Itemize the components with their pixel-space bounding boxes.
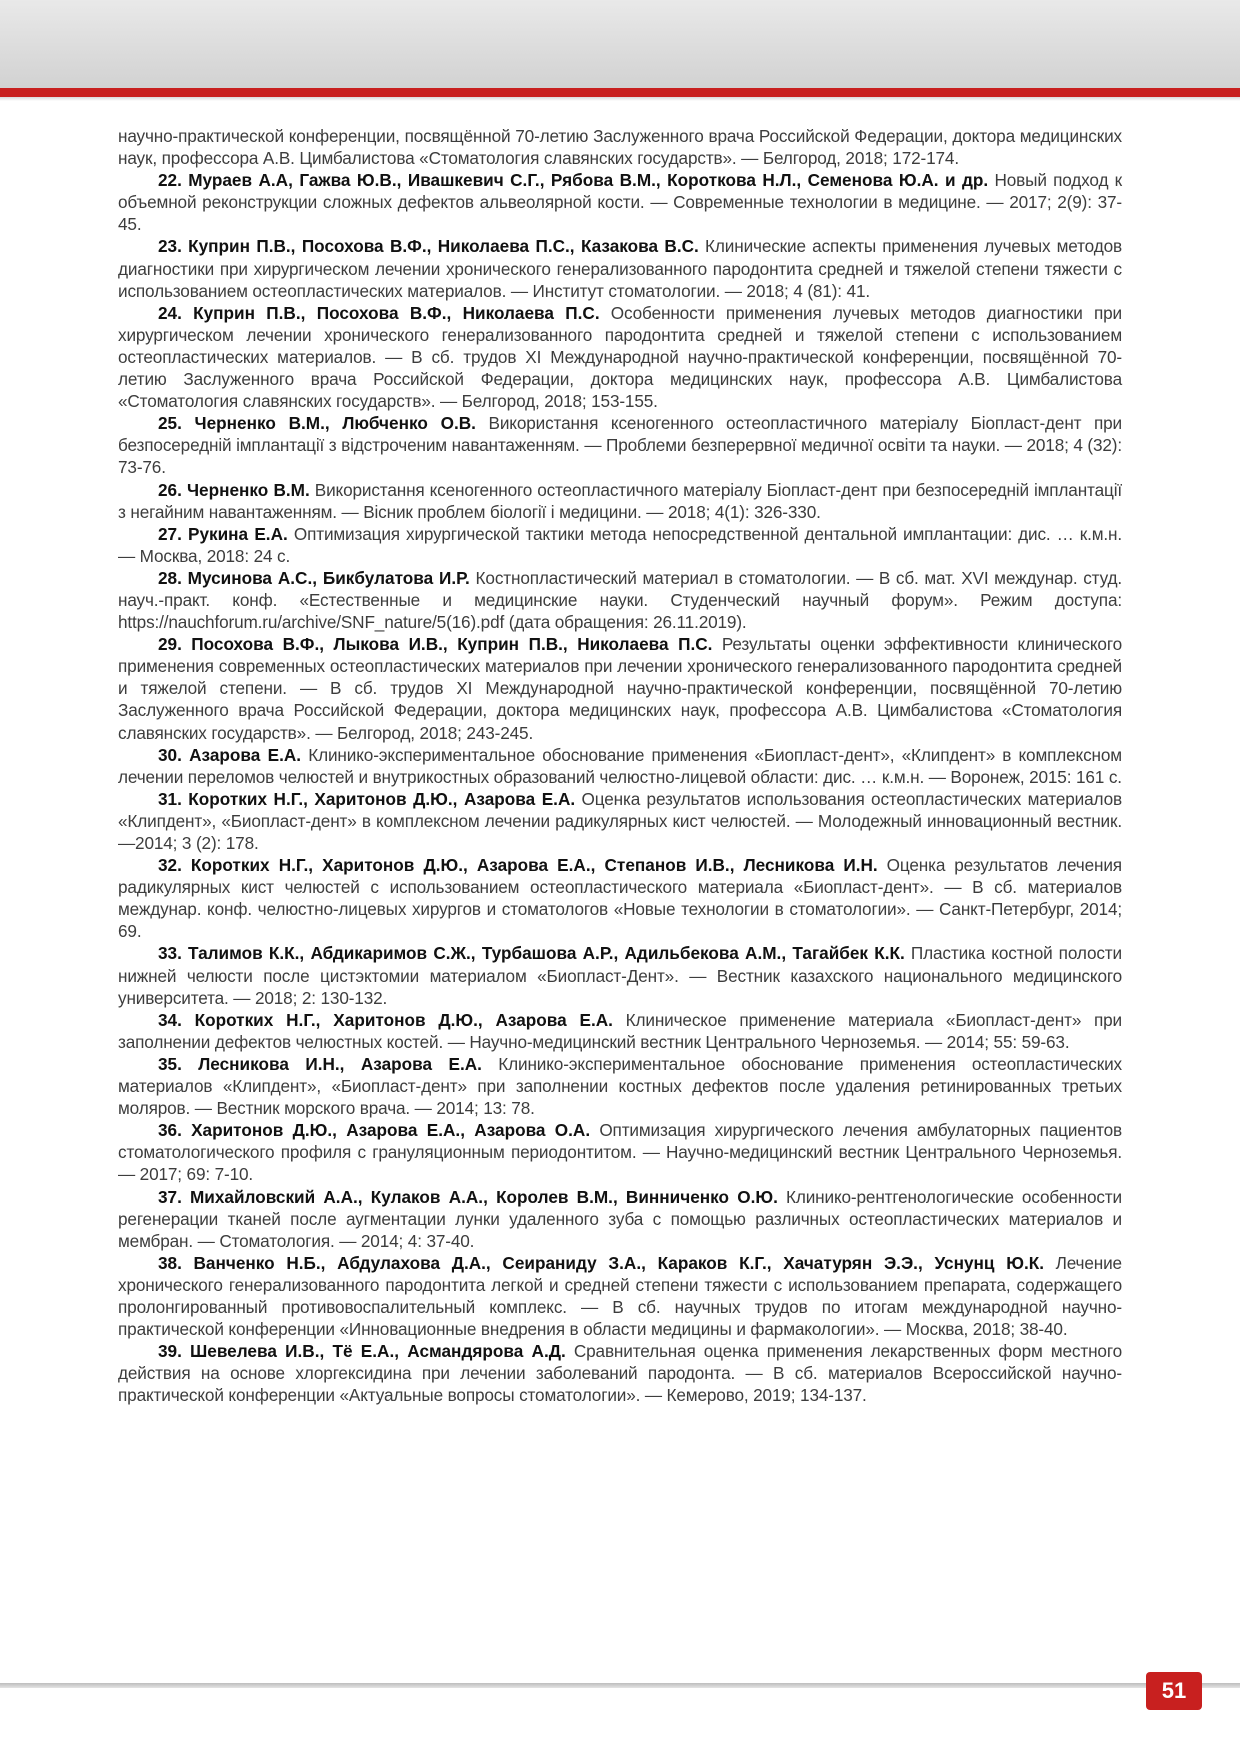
reference-number: 26. bbox=[158, 479, 182, 500]
reference-number: 36. bbox=[158, 1120, 182, 1141]
header-accent-stripe bbox=[0, 88, 1240, 97]
references-body bbox=[118, 125, 1122, 1406]
reference-item bbox=[118, 1252, 1122, 1340]
reference-number: 38. bbox=[158, 1252, 182, 1273]
reference-number: 37. bbox=[158, 1186, 182, 1207]
reference-item bbox=[118, 479, 1122, 523]
reference-number: 30. bbox=[158, 744, 182, 765]
reference-authors: Мураев А.А, Гажва Ю.В., Ивашкевич С.Г., Рябова В.М., Короткова Н.Л., Семенова Ю.А. и др. bbox=[188, 170, 989, 191]
reference-number: 29. bbox=[158, 634, 182, 655]
reference-text: Оптимизация хирургического лечения амбулаторных пациентов стоматологического профиля с грануляционным периодонтитом. — Научно-медицинский вестник Центрального Черноземья. — 2017; 69: 7-10. bbox=[118, 1120, 1122, 1185]
reference-authors: Мусинова А.С., Бикбулатова И.Р. bbox=[187, 567, 470, 588]
reference-item bbox=[118, 1186, 1122, 1252]
reference-text: Пластика костной полости нижней челюсти после цистэктомии материалом «Биопласт-Дент». — Вестник казахского национального медицинского университета. — 2018; 2: 130-132. bbox=[118, 943, 1122, 1008]
reference-item bbox=[118, 1009, 1122, 1053]
reference-item bbox=[118, 633, 1122, 743]
reference-item bbox=[118, 169, 1122, 235]
reference-authors: Михайловский А.А., Кулаков А.А., Королев В.М., Винниченко О.Ю. bbox=[189, 1186, 778, 1207]
header-band bbox=[0, 0, 1240, 88]
reference-text: Результаты оценки эффективности клинического применения современных остеопластических материалов при лечении хронического генерализованного пародонтита средней и тяжелой степени. — В сб. трудов XI Международной научно-практической конференции, посвящённой 70-летию Заслуженного врача Российской Федерации, доктора медицинских наук, профессора А.В. Цимбалистова «Стоматология славянских государств». — Белгород, 2018; 243-245. bbox=[118, 634, 1122, 743]
reference-number: 31. bbox=[158, 788, 182, 809]
reference-text: Оптимизация хирургической тактики метода непосредственной дентальной имплантации: дис. … к.м.н. — Москва, 2018: 24 с. bbox=[118, 523, 1122, 566]
reference-text: Оценка результатов лечения радикулярных кист челюстей с использованием остеопластического материала «Биопласт-дент». — В сб. материалов междунар. конф. челюстно-лицевых хирургов и стоматологов «Новые технологии в стоматологии». — Санкт-Петербург, 2014; 69. bbox=[118, 855, 1122, 942]
reference-text: Лечение хронического генерализованного пародонтита легкой и средней степени тяжести с использованием препарата, содержащего пролонгированный противовоспалительный комплекс. — В сб. научных трудов по итогам международной научно-практической конференции «Инновационные внедрения в области медицины и фармакологии». — Москва, 2018; 38-40. bbox=[118, 1252, 1122, 1340]
footer-line bbox=[0, 1683, 1240, 1688]
reference-text: Сравнительная оценка применения лекарственных форм местного действия на основе хлоргексидина при лечении заболеваний пародонта. — В сб. материалов Всероссийской научно-практической конференции «Актуальные вопросы стоматологии». — Кемерово, 2019; 134-137. bbox=[118, 1341, 1122, 1406]
reference-text: Клиническое применение материала «Биопласт-дент» при заполнении дефектов челюстных костей. — Научно-медицинский вестник Центрального Черноземья. — 2014; 55: 59-63. bbox=[118, 1009, 1122, 1052]
reference-number: 39. bbox=[158, 1341, 182, 1362]
reference-authors: Ванченко Н.Б., Абдулахова Д.А., Сеираниду З.А., Караков К.Г., Хачатурян Э.Э., Уснунц Ю.К. bbox=[193, 1252, 1044, 1273]
reference-authors: Куприн П.В., Посохова В.Ф., Николаева П.С., Казакова В.С. bbox=[188, 236, 699, 257]
reference-number: 34. bbox=[158, 1009, 182, 1030]
reference-text: Оценка результатов использования остеопластических материалов «Клипдент», «Биопласт-дент» в комплексном лечении радикулярных кист челюстей. — Молодежный инновационный вестник. —2014; 3 (2): 178. bbox=[118, 788, 1122, 853]
reference-authors: Азарова Е.А. bbox=[189, 744, 302, 765]
reference-text: Клинико-экспериментальное обоснование применения остеопластических материалов «Клипдент», «Биопласт-дент» при заполнении костных дефектов после удаления ретинированных третьих моляров. — Вестник морского врача. — 2014; 13: 78. bbox=[118, 1053, 1122, 1119]
reference-text: Використання ксеногенного остеопластичного матеріалу Біопласт-дент при безпосередній імплантації з негайним навантаженням. — Вісник проблем біології і медицини. — 2018; 4(1): 326-330. bbox=[118, 479, 1122, 522]
reference-item bbox=[118, 567, 1122, 633]
header-shadow bbox=[0, 97, 1240, 101]
reference-text: Новый подход к объемной реконструкции сложных дефектов альвеолярной кости. — Современные технологии в медицине. — 2017; 2(9): 37-45. bbox=[118, 170, 1123, 235]
reference-authors: Черненко В.М., Любченко О.В. bbox=[194, 413, 476, 434]
reference-number: 25. bbox=[158, 413, 182, 434]
reference-text: Клинико-экспериментальное обоснование применения «Биопласт-дент», «Клипдент» в комплексном лечении переломов челюстей и внутрикостных образований челюстно-лицевой области: дис. … к.м.н. — Воронеж, 2015: 161 с. bbox=[118, 744, 1122, 787]
reference-item bbox=[118, 235, 1122, 301]
reference-authors: Талимов К.К., Абдикаримов С.Ж., Турбашова А.Р., Адильбекова А.М., Тагайбек К.К. bbox=[188, 943, 905, 964]
reference-text: Особенности применения лучевых методов диагностики при хирургическом лечении хронического генерализованного пародонтита средней и тяжелой степени с использованием остеопластических материалов. — В сб. трудов XI Международной научно-практической конференции, посвящённой 70-летию Заслуженного врача Российской Федерации, доктора медицинских наук, профессора А.В. Цимбалистова «Стоматология славянских государств». — Белгород, 2018; 153-155. bbox=[118, 302, 1122, 412]
reference-item bbox=[118, 1119, 1122, 1185]
reference-authors: Коротких Н.Г., Харитонов Д.Ю., Азарова Е.А., Степанов И.В., Лесникова И.Н. bbox=[190, 855, 878, 876]
reference-authors: Рукина Е.А. bbox=[187, 523, 288, 544]
reference-number: 33. bbox=[158, 943, 182, 964]
reference-item bbox=[118, 523, 1122, 567]
reference-item bbox=[118, 302, 1122, 412]
reference-authors: Лесникова И.Н., Азарова Е.А. bbox=[198, 1053, 482, 1074]
reference-authors: Коротких Н.Г., Харитонов Д.Ю., Азарова Е.А. bbox=[194, 1009, 613, 1030]
reference-number: 32. bbox=[158, 855, 182, 876]
reference-text: Використання ксеногенного остеопластичного матеріалу Біопласт-дент при безпосередній імплантації з відстроченим навантаженням. — Проблеми безперервної медичної освіти та науки. — 2018; 4 (32): 73-76. bbox=[118, 413, 1122, 478]
page-number-badge: 51 bbox=[1146, 1672, 1202, 1710]
reference-item bbox=[118, 412, 1122, 478]
reference-text: Клинико-рентгенологические особенности регенерации тканей после аугментации лунки удаленного зуба с помощью различных остеопластических материалов и мембран. — Стоматология. — 2014; 4: 37-40. bbox=[118, 1186, 1122, 1251]
reference-authors: Куприн П.В., Посохова В.Ф., Николаева П.С. bbox=[193, 302, 600, 323]
reference-item bbox=[118, 788, 1122, 854]
reference-number: 23. bbox=[158, 236, 182, 257]
reference-number: 27. bbox=[158, 523, 182, 544]
reference-authors: Шевелева И.В., Тё Е.А., Асмандярова А.Д. bbox=[190, 1341, 566, 1362]
reference-number: 24. bbox=[158, 302, 182, 323]
reference-authors: Коротких Н.Г., Харитонов Д.Ю., Азарова Е.А. bbox=[188, 788, 576, 809]
reference-number: 28. bbox=[158, 567, 182, 588]
reference-number: 22. bbox=[158, 170, 182, 191]
reference-continuation: научно-практической конференции, посвящённой 70-летию Заслуженного врача Российской Федерации, доктора медицинских наук, профессора А.В. Цимбалистова «Стоматология славянских государств». — Белгород, 2018; 172-174. bbox=[118, 126, 1122, 169]
reference-authors: Черненко В.М. bbox=[186, 479, 310, 500]
reference-item bbox=[118, 854, 1122, 942]
reference-item bbox=[118, 1340, 1122, 1406]
reference-item bbox=[118, 1053, 1122, 1119]
reference-number: 35. bbox=[158, 1053, 182, 1074]
reference-authors: Харитонов Д.Ю., Азарова Е.А., Азарова О.А. bbox=[191, 1120, 591, 1141]
reference-item bbox=[118, 744, 1122, 788]
reference-authors: Посохова В.Ф., Лыкова И.В., Куприн П.В., Николаева П.С. bbox=[191, 634, 713, 655]
reference-item bbox=[118, 942, 1122, 1008]
reference-text: Клинические аспекты применения лучевых методов диагностики при хирургическом лечении хронического генерализованного пародонтита средней и тяжелой степени тяжести с использованием остеопластических материалов. — Институт стоматологии. — 2018; 4 (81): 41. bbox=[118, 236, 1122, 301]
reference-text: Костнопластический материал в стоматологии. — В сб. мат. XVI междунар. студ. науч.-практ. конф. «Естественные и медицинские науки. Студенческий научный форум». Режим доступа: https://nauchforum.ru/archive/SNF_nature/5(16).pdf (дата обращения: 26.11.2019). bbox=[118, 567, 1122, 633]
